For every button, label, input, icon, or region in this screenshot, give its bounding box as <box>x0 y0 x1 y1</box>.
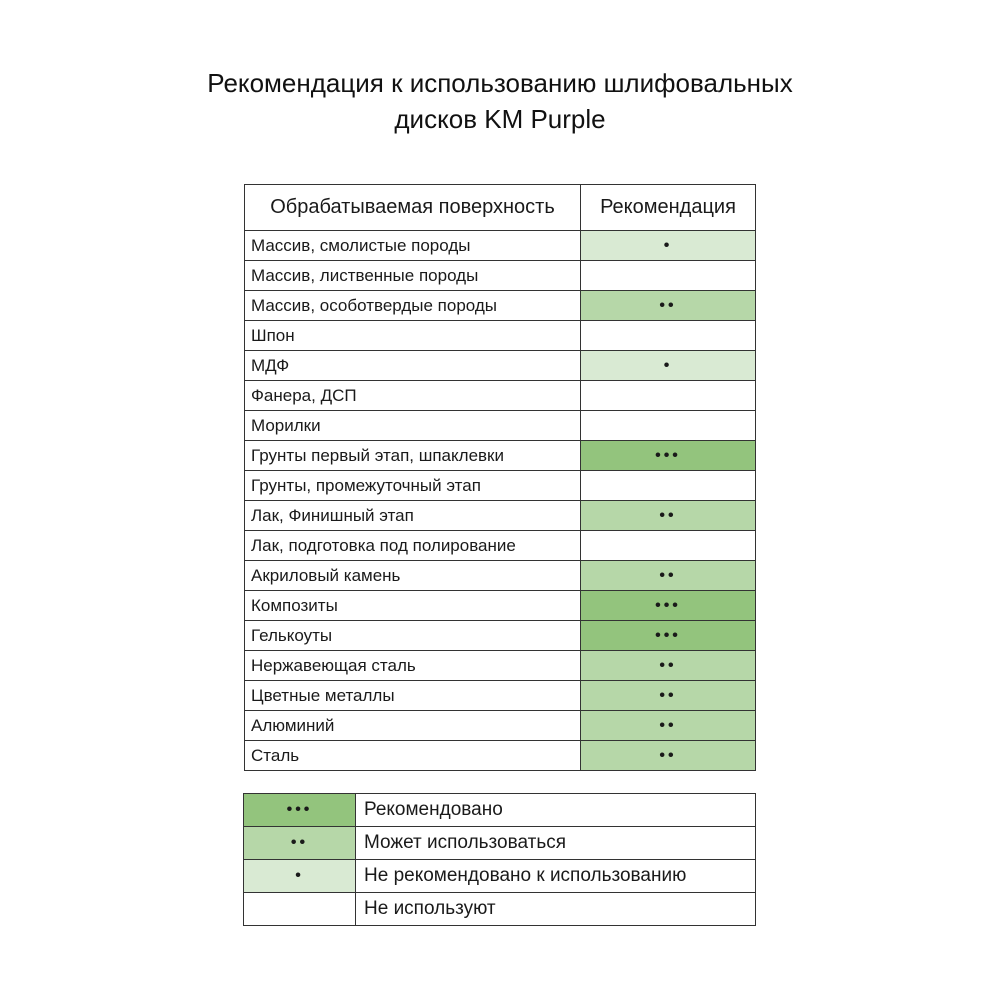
table-row <box>245 651 756 681</box>
legend-label: Может использоваться <box>356 827 756 860</box>
legend-label: Не рекомендовано к использованию <box>356 860 756 893</box>
recommendation-table-body <box>245 231 756 771</box>
surface-cell: МДФ <box>245 351 581 381</box>
table-row <box>245 591 756 621</box>
surface-cell: Фанера, ДСП <box>245 381 581 411</box>
recommendation-cell: ••• <box>581 621 756 651</box>
surface-cell: Шпон <box>245 321 581 351</box>
legend-row <box>244 893 756 926</box>
surface-column-header: Обрабатываемая поверхность <box>245 185 581 231</box>
table-row <box>245 681 756 711</box>
surface-cell: Алюминий <box>245 711 581 741</box>
table-row <box>245 501 756 531</box>
table-row <box>245 381 756 411</box>
recommendation-cell <box>581 411 756 441</box>
recommendation-cell: ••• <box>581 591 756 621</box>
recommendation-cell <box>581 321 756 351</box>
table-row <box>245 231 756 261</box>
recommendation-cell: • <box>581 351 756 381</box>
legend-label: Не используют <box>356 893 756 926</box>
table-row <box>245 531 756 561</box>
surface-cell: Акриловый камень <box>245 561 581 591</box>
table-row <box>245 711 756 741</box>
recommendation-cell <box>581 381 756 411</box>
recommendation-cell: •• <box>581 741 756 771</box>
recommendation-cell: • <box>581 231 756 261</box>
recommendation-cell: •• <box>581 651 756 681</box>
surface-cell: Массив, особотвердые породы <box>245 291 581 321</box>
recommendation-cell: ••• <box>581 441 756 471</box>
table-row <box>245 561 756 591</box>
recommendation-cell: •• <box>581 501 756 531</box>
table-row <box>245 321 756 351</box>
surface-cell: Грунты первый этап, шпаклевки <box>245 441 581 471</box>
recommendation-table <box>244 184 756 771</box>
legend-row <box>244 794 756 827</box>
surface-cell: Грунты, промежуточный этап <box>245 471 581 501</box>
recommendation-cell <box>581 471 756 501</box>
table-header-row <box>245 185 756 231</box>
surface-cell: Массив, лиственные породы <box>245 261 581 291</box>
legend-label: Рекомендовано <box>356 794 756 827</box>
page-title-line1: Рекомендация к использованию шлифовальных <box>207 68 793 98</box>
table-row <box>245 741 756 771</box>
recommendation-cell: •• <box>581 681 756 711</box>
surface-cell: Массив, смолистые породы <box>245 231 581 261</box>
surface-cell: Лак, Финишный этап <box>245 501 581 531</box>
table-row <box>245 441 756 471</box>
table-row <box>245 261 756 291</box>
table-row <box>245 411 756 441</box>
recommendation-cell <box>581 531 756 561</box>
recommendation-cell: •• <box>581 291 756 321</box>
surface-cell: Сталь <box>245 741 581 771</box>
table-row <box>245 621 756 651</box>
surface-cell: Лак, подготовка под полирование <box>245 531 581 561</box>
recommendation-cell: •• <box>581 561 756 591</box>
legend-swatch <box>244 893 356 926</box>
legend-swatch: •• <box>244 827 356 860</box>
surface-cell: Композиты <box>245 591 581 621</box>
surface-cell: Цветные металлы <box>245 681 581 711</box>
legend-table-body <box>244 794 756 926</box>
surface-cell: Нержавеющая сталь <box>245 651 581 681</box>
recommendation-cell: •• <box>581 711 756 741</box>
page-title-line2: дисков KM Purple <box>394 103 606 134</box>
legend-swatch: ••• <box>244 794 356 827</box>
recommendation-cell <box>581 261 756 291</box>
legend-swatch: • <box>244 860 356 893</box>
legend-table <box>243 793 756 926</box>
table-row <box>245 291 756 321</box>
surface-cell: Морилки <box>245 411 581 441</box>
table-row <box>245 471 756 501</box>
surface-cell: Гелькоуты <box>245 621 581 651</box>
recommendation-column-header: Рекомендация <box>581 185 756 231</box>
legend-row <box>244 860 756 893</box>
page-title <box>120 66 880 138</box>
table-row <box>245 351 756 381</box>
legend-row <box>244 827 756 860</box>
